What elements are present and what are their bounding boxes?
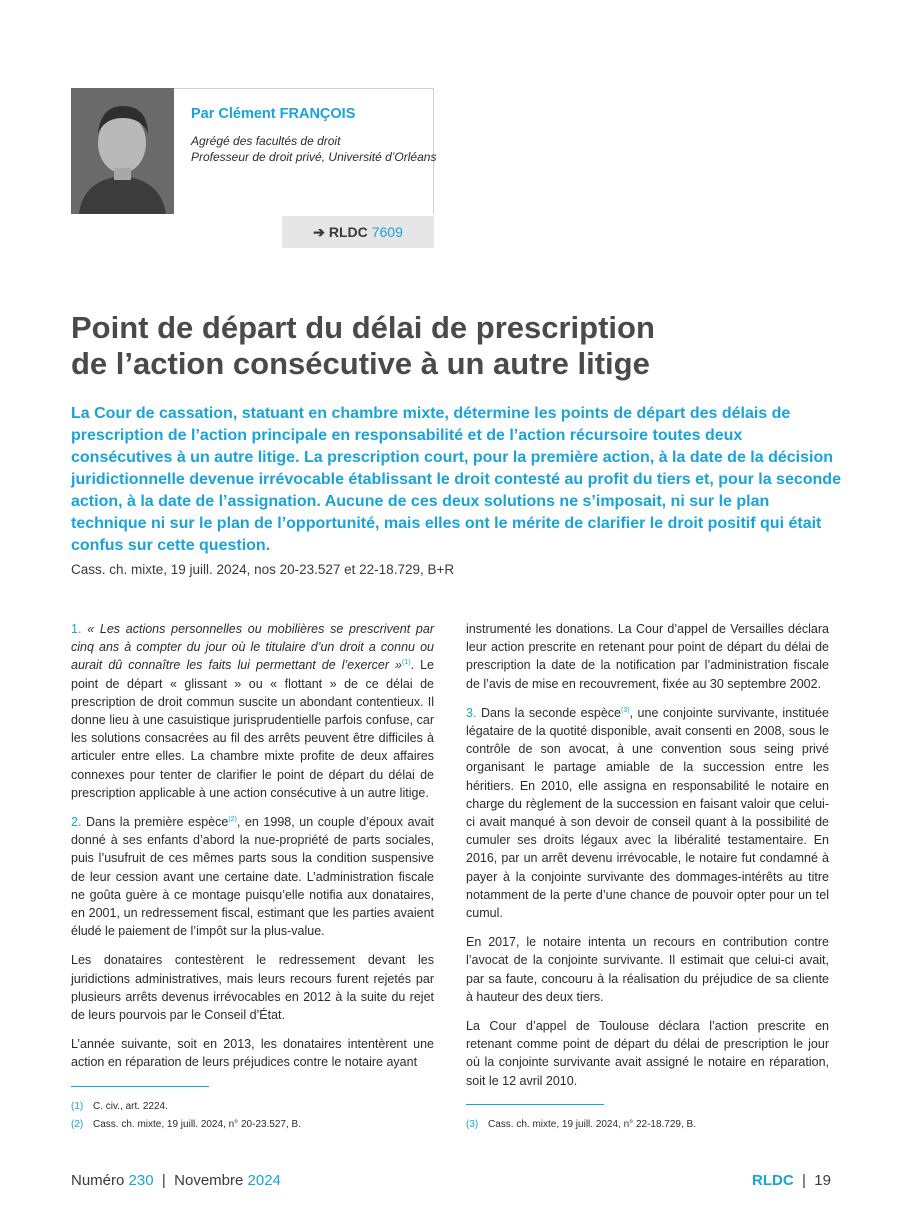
reference-tag (282, 216, 434, 248)
footnote-text: C. civ., art. 2224. (93, 1101, 168, 1112)
author-portrait-image (71, 88, 174, 214)
paragraph-3: Les donataires contestèrent le redressement devant les juridictions administratives, mais leurs recours furent rejetés par plusieurs arrêts devenus irrévocables en 2012 à la suite du rejet de leurs pourvois par le Conseil d’État. (71, 953, 434, 1023)
author-affiliation-2: Professeur de droit privé, Université d’Orléans (191, 150, 437, 164)
issue-year: 2024 (247, 1172, 281, 1189)
issue-number: 230 (128, 1172, 154, 1189)
footer-page (752, 1172, 831, 1189)
footer-separator: | (802, 1172, 806, 1189)
reference-number: 7609 (371, 224, 403, 240)
decision-citation: Cass. ch. mixte, 19 juill. 2024, nos 20-23.527 et 22-18.729, B+R (71, 562, 455, 577)
quote-text: « Les actions personnelles ou mobilières se prescrivent par cinq ans à compter du jour où le titulaire d’un droit a connu ou aurait dû connaître les faits lui permettant de l’exercer » (71, 622, 434, 673)
column-right (466, 620, 829, 1101)
footnote-2 (71, 1119, 301, 1130)
footnote-ref-1[interactable]: (1) (402, 659, 411, 667)
paragraph-number: 2. (71, 815, 82, 830)
footnote-number: (3) (466, 1119, 479, 1130)
author-name: Par Clément FRANÇOIS (191, 106, 356, 122)
paragraph-text: , une conjointe survivante, instituée légataire de la quotité disponible, avait consenti en 2008, sous le contrôle de son avocat, à une convention sous seing privé organisant le partage amiable de la succession entre les héritiers. En 2010, elle assigna en responsabilité le notaire en charge du règlement de la succession en faisant valoir que celui-ci avait manqué à son devoir de conseil quant à la possibilité de cumuler ses droits légaux avec la libéralité testamentaire. En 2016, par un arrêt devenu irrévocable, le notaire fut condamné à payer à la conjointe survivante des dommages-intérêts au titre notamment de la perte d’une chance de pouvoir opter pour un tel cumul. (466, 705, 829, 921)
arrow-right-icon: ➔ (313, 223, 325, 240)
title-line-2: de l’action consécutive à un autre litige (71, 346, 650, 381)
page-number: 19 (814, 1172, 831, 1189)
paragraph-number: 1. (71, 622, 82, 636)
paragraph-text: Dans la première espèce (86, 815, 229, 830)
paragraph-4: L’année suivante, soit en 2013, les donataires intentèrent une action en réparation de leurs préjudices contre le notaire ayant (71, 1037, 434, 1070)
footnote-number: (2) (71, 1119, 84, 1130)
footnote-text: Cass. ch. mixte, 19 juill. 2024, n° 20-23.527, B. (93, 1119, 301, 1130)
paragraph-number: 3. (466, 705, 477, 720)
footnote-1 (71, 1101, 168, 1112)
paragraph-8: La Cour d’appel de Toulouse déclara l’action prescrite en retenant comme point de départ du délai de prescription le jour où la conjointe survivante avait assigné le notaire en réparation, soit le 12 avril 2010. (466, 1019, 829, 1088)
footer-separator: | (161, 1172, 166, 1189)
author-affiliation-1: Agrégé des facultés de droit (191, 134, 341, 148)
footnote-3 (466, 1119, 696, 1130)
column-left (71, 620, 434, 1083)
paragraph-1 (71, 620, 434, 802)
title-line-1: Point de départ du délai de prescription (71, 310, 655, 345)
article-title (71, 310, 851, 382)
footnote-rule-right (466, 1104, 604, 1105)
paragraph-7: En 2017, le notaire intenta un recours en contribution contre l’avocat de la conjointe survivante. Il estimait que celui-ci avait, par sa faute, concouru à la réalisation du préjudice de sa cliente à hauteur des deux tiers. (466, 935, 829, 1004)
issue-label: Numéro (71, 1172, 125, 1189)
reference-prefix: RLDC (328, 224, 368, 240)
month-label: Novembre (174, 1172, 244, 1189)
footnote-ref-2[interactable]: (2) (228, 815, 237, 823)
author-photo (71, 88, 174, 214)
footnote-number: (1) (71, 1101, 84, 1112)
journal-name: RLDC (752, 1172, 794, 1189)
footnote-text: Cass. ch. mixte, 19 juill. 2024, n° 22-18.729, B. (488, 1119, 696, 1130)
paragraph-text: , en 1998, un couple d’époux avait donné à ses enfants d’abord la nue-propriété de parts sociales, puis l’usufruit de ces mêmes parts sous la condition suspensive de leur cession avant une certaine date. L’administration fiscale ne goûta guère à ce montage puisqu’elle notifia aux donataires, en 2001, un redressement fiscal, estimant que les parties avaient éludé le paiement de l’impôt sur la plus-value. (71, 815, 434, 939)
paragraph-6 (466, 704, 829, 922)
paragraph-text: . Le point de départ « glissant » ou « flottant » de ce délai de prescription de droit commun suscite un abondant contentieux. Il donne lieu à une casuistique jurisprudentielle parfois confuse, car les solutions consacrées au fil des arrêts peuvent être difficiles à articuler entre elles. La chambre mixte profite de deux affaires connexes pour tenter de clarifier le point de départ du délai de prescription applicable à une action consécutive à un autre litige. (71, 658, 434, 800)
article-lead: La Cour de cassation, statuant en chambre mixte, détermine les points de départ des délais de prescription de l’action principale en responsabilité et de l’action récursoire toutes deux consécutives à un autre litige. La prescription court, pour la première action, à la date de la décision juridictionnelle devenue irrévocable établissant le droit contesté au profit du tiers et, pour la seconde action, à la date de l’assignation. Aucune de ces deux solutions ne s’imposait, ni sur le plan technique ni sur le plan de l’opportunité, mais elles ont le mérite de clarifier le droit positif qui était confus sur cette question. (71, 405, 841, 554)
footnote-rule-left (71, 1086, 209, 1087)
paragraph-5: instrumenté les donations. La Cour d’appel de Versailles déclara leur action prescrite en retenant pour point de départ du délai de prescription la date de la notification par l’administration fiscale de l’avis de mise en recouvrement, fixée au 30 septembre 2002. (466, 622, 829, 691)
footnote-ref-3[interactable]: (3) (621, 706, 630, 714)
paragraph-text: Dans la seconde espèce (480, 705, 621, 720)
footer-issue (71, 1172, 281, 1189)
paragraph-2 (71, 813, 434, 940)
